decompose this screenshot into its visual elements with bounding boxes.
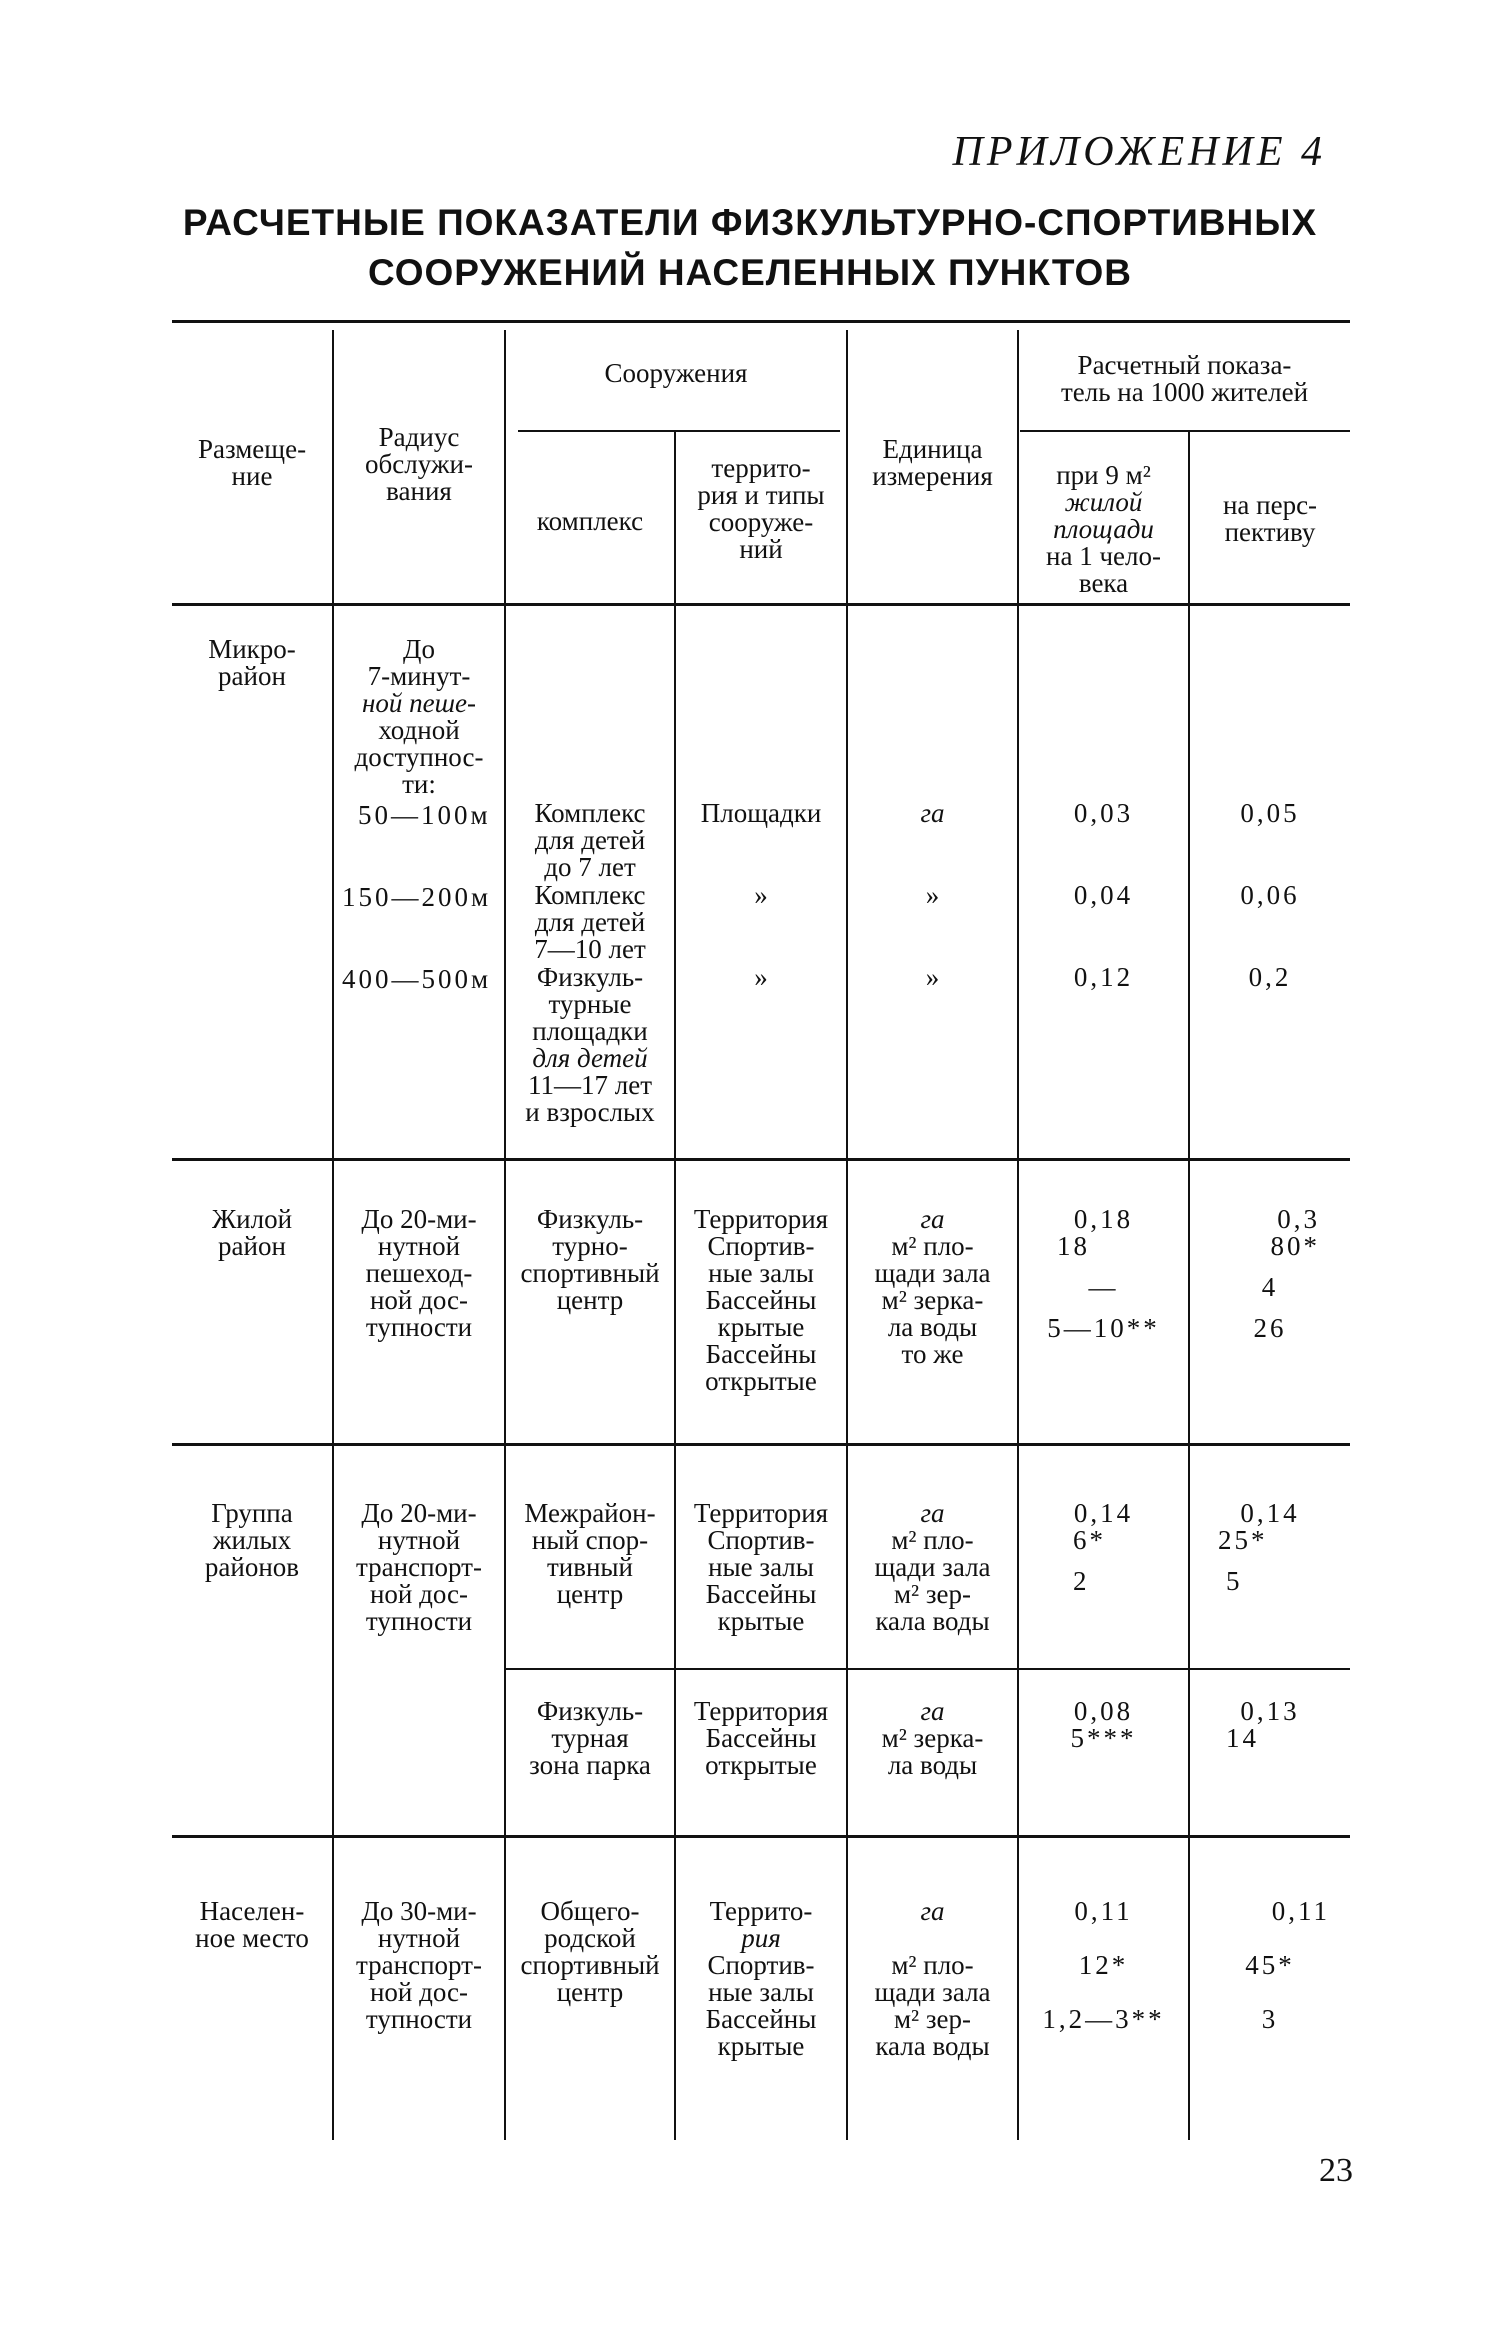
section-rule-1 bbox=[172, 1158, 1350, 1161]
city-radius: До 30-ми- нутной транспорт- ной дос- тупности bbox=[356, 1896, 482, 2034]
group-b-v1: 0,08 5*** bbox=[1070, 1696, 1137, 1753]
group-radius: До 20-ми- нутной транспорт- ной дос- тупности bbox=[356, 1498, 482, 1636]
micro-row2-complex: Комплекс для детей 7—10 лет bbox=[534, 880, 646, 964]
group-b-v2: 0,13 14 bbox=[1226, 1696, 1300, 1753]
subsection-rule bbox=[505, 1668, 1350, 1670]
header-at9: при 9 м² жилой площади на 1 чело- века bbox=[1046, 460, 1161, 598]
micro-row1-v2: 0,05 bbox=[1240, 798, 1300, 828]
micro-row1-unit: га bbox=[920, 798, 945, 828]
micro-placement: Микро- район bbox=[208, 634, 296, 691]
city-v2: 0,11 45* 3 bbox=[1245, 1896, 1330, 2034]
micro-row2-radius: 150—200м bbox=[342, 882, 492, 912]
group-a-unit: га м² пло- щади зала м² зер- кала воды bbox=[874, 1498, 991, 1636]
micro-row2-v1: 0,04 bbox=[1073, 880, 1134, 910]
group-a-territory: Территория Спортив- ные залы Бассейны крытые bbox=[693, 1498, 829, 1636]
appendix-label: ПРИЛОЖЕНИЕ 4 bbox=[952, 129, 1326, 175]
group-a-v1: 0,14 6* 2 bbox=[1073, 1498, 1134, 1596]
group-a-complex: Межрайон- ный спор- тивный центр bbox=[524, 1498, 656, 1609]
micro-row3-v2: 0,2 bbox=[1248, 962, 1292, 992]
header-bottom-rule bbox=[172, 603, 1350, 606]
header-sub-rule-indicator bbox=[1020, 430, 1350, 432]
micro-row1-radius: 50—100м bbox=[358, 800, 491, 830]
section-rule-2 bbox=[172, 1443, 1350, 1446]
micro-row3-radius: 400—500м bbox=[342, 964, 492, 994]
header-structures: Сооружения bbox=[604, 358, 748, 388]
micro-row1-territory: Площадки bbox=[700, 798, 822, 828]
title-line-2: СООРУЖЕНИЙ НАСЕЛЕННЫХ ПУНКТОВ bbox=[367, 252, 1133, 293]
city-placement: Населен- ное место bbox=[195, 1896, 309, 1953]
micro-row1-v1: 0,03 bbox=[1073, 798, 1134, 828]
micro-row2-unit: » bbox=[925, 880, 940, 910]
micro-row3-v1: 0,12 bbox=[1073, 962, 1134, 992]
residential-radius: До 20-ми- нутной пешеход- ной дос- тупности bbox=[361, 1204, 477, 1342]
city-unit: га м² пло- щади зала м² зер- кала воды bbox=[874, 1896, 991, 2061]
micro-row2-v2: 0,06 bbox=[1240, 880, 1300, 910]
micro-row2-territory: » bbox=[754, 880, 768, 910]
group-b-territory: Территория Бассейны открытые bbox=[693, 1696, 829, 1780]
header-sub-rule-structures bbox=[518, 430, 840, 432]
residential-placement: Жилой район bbox=[211, 1204, 293, 1261]
residential-v1: 0,18 18 — 5—10** bbox=[1047, 1204, 1160, 1343]
title-line-1: РАСЧЕТНЫЕ ПОКАЗАТЕЛИ ФИЗКУЛЬТУРНО-СПОРТИВНЫХ bbox=[182, 202, 1318, 243]
city-v1: 0,11 12* 1,2—3** bbox=[1042, 1896, 1165, 2034]
page-number: 23 bbox=[1319, 2152, 1353, 2189]
group-b-unit: га м² зерка- ла воды bbox=[881, 1696, 984, 1780]
city-complex: Общего- родской спортивный центр bbox=[520, 1896, 660, 2007]
micro-row1-complex: Комплекс для детей до 7 лет bbox=[534, 798, 646, 882]
header-complex: комплекс bbox=[536, 506, 644, 536]
header-placement: Размеще- ние bbox=[197, 434, 307, 491]
page-title bbox=[160, 198, 1340, 298]
micro-row3-territory: » bbox=[754, 962, 768, 992]
header-prospect: на перс- пективу bbox=[1222, 490, 1318, 547]
group-b-complex: Физкуль- турная зона парка bbox=[529, 1696, 651, 1780]
residential-v2: 0,3 80* 4 26 bbox=[1253, 1204, 1320, 1343]
header-unit: Единица измерения bbox=[872, 434, 993, 491]
header-radius: Радиус обслужи- вания bbox=[365, 422, 473, 506]
group-placement: Группа жилых районов bbox=[204, 1498, 300, 1582]
header-indicator: Расчетный показа- тель на 1000 жителей bbox=[1060, 350, 1309, 407]
group-a-v2: 0,14 25* 5 bbox=[1218, 1498, 1300, 1596]
micro-row3-unit: » bbox=[925, 962, 940, 992]
micro-radius-intro: До 7-минут- ной пеше- ходной доступнос- ти: bbox=[354, 634, 484, 799]
section-rule-3 bbox=[172, 1835, 1350, 1838]
header-territory: террито- рия и типы сооруже- ний bbox=[697, 453, 825, 564]
residential-unit: га м² пло- щади зала м² зерка- ла воды то же bbox=[874, 1204, 991, 1369]
table-top-rule bbox=[172, 320, 1350, 323]
residential-complex: Физкуль- турно- спортивный центр bbox=[520, 1204, 660, 1315]
micro-row3-complex: Физкуль- турные площадки для детей 11—17 лет и взрослых bbox=[525, 962, 655, 1127]
city-territory: Террито- рия Спортив- ные залы Бассейны крытые bbox=[705, 1896, 817, 2061]
residential-territory: Территория Спортив- ные залы Бассейны крытые Бассейны открытые bbox=[693, 1204, 829, 1396]
